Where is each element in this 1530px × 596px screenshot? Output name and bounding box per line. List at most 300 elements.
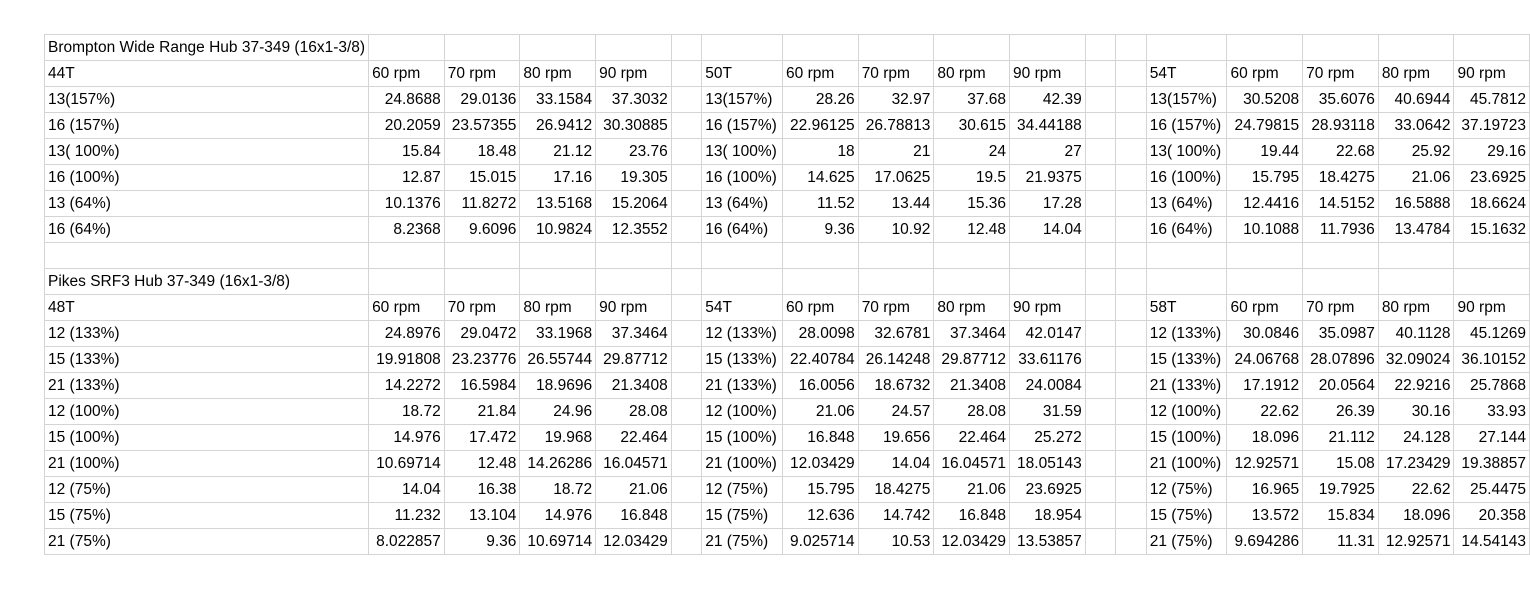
empty-cell[interactable] <box>671 269 702 295</box>
speed-value-cell[interactable]: 45.1269 <box>1454 321 1530 347</box>
empty-cell[interactable] <box>1010 243 1086 269</box>
gear-label-cell[interactable]: 12 (133%) <box>702 321 783 347</box>
speed-value-cell[interactable]: 12.87 <box>369 165 445 191</box>
speed-value-cell[interactable]: 14.976 <box>369 425 445 451</box>
empty-cell[interactable] <box>1378 243 1454 269</box>
speed-value-cell[interactable]: 23.6925 <box>1010 477 1086 503</box>
empty-cell[interactable] <box>1085 425 1116 451</box>
speed-value-cell[interactable]: 24.57 <box>858 399 934 425</box>
empty-cell[interactable] <box>1085 529 1116 555</box>
speed-value-cell[interactable]: 13.104 <box>444 503 520 529</box>
empty-cell[interactable] <box>858 243 934 269</box>
empty-cell[interactable] <box>671 191 702 217</box>
speed-value-cell[interactable]: 21.112 <box>1303 425 1379 451</box>
speed-value-cell[interactable]: 9.025714 <box>783 529 859 555</box>
speed-value-cell[interactable]: 25.4475 <box>1454 477 1530 503</box>
speed-value-cell[interactable]: 15.834 <box>1303 503 1379 529</box>
gear-label-cell[interactable]: 15 (133%) <box>1146 347 1227 373</box>
speed-value-cell[interactable]: 29.16 <box>1454 139 1530 165</box>
empty-cell[interactable] <box>1085 295 1116 321</box>
speed-value-cell[interactable]: 23.23776 <box>444 347 520 373</box>
gear-label-cell[interactable]: 12 (133%) <box>45 321 369 347</box>
rpm-header[interactable]: 90 rpm <box>596 295 672 321</box>
empty-cell[interactable] <box>1085 113 1116 139</box>
empty-cell[interactable] <box>1085 347 1116 373</box>
speed-value-cell[interactable]: 19.7925 <box>1303 477 1379 503</box>
empty-cell[interactable] <box>1116 217 1147 243</box>
empty-cell[interactable] <box>1116 87 1147 113</box>
speed-value-cell[interactable]: 42.39 <box>1010 87 1086 113</box>
empty-cell[interactable] <box>1116 503 1147 529</box>
speed-value-cell[interactable]: 10.9824 <box>520 217 596 243</box>
speed-value-cell[interactable]: 17.28 <box>1010 191 1086 217</box>
speed-value-cell[interactable]: 40.6944 <box>1378 87 1454 113</box>
speed-value-cell[interactable]: 22.62 <box>1378 477 1454 503</box>
gear-label-cell[interactable]: 12 (75%) <box>1146 477 1227 503</box>
rpm-header[interactable]: 60 rpm <box>369 61 445 87</box>
speed-value-cell[interactable]: 37.19723 <box>1454 113 1530 139</box>
empty-cell[interactable] <box>1116 529 1147 555</box>
speed-value-cell[interactable]: 16.04571 <box>934 451 1010 477</box>
speed-value-cell[interactable]: 17.23429 <box>1378 451 1454 477</box>
speed-value-cell[interactable]: 16.848 <box>596 503 672 529</box>
empty-cell[interactable] <box>369 35 445 61</box>
speed-value-cell[interactable]: 12.4416 <box>1227 191 1303 217</box>
empty-cell[interactable] <box>1085 61 1116 87</box>
speed-value-cell[interactable]: 17.16 <box>520 165 596 191</box>
speed-value-cell[interactable]: 15.36 <box>934 191 1010 217</box>
gear-label-cell[interactable]: 21 (100%) <box>1146 451 1227 477</box>
speed-value-cell[interactable]: 11.31 <box>1303 529 1379 555</box>
empty-cell[interactable] <box>1116 243 1147 269</box>
empty-cell[interactable] <box>1085 35 1116 61</box>
gear-label-cell[interactable]: 21 (100%) <box>702 451 783 477</box>
speed-value-cell[interactable]: 10.69714 <box>520 529 596 555</box>
empty-cell[interactable] <box>671 87 702 113</box>
speed-value-cell[interactable]: 19.5 <box>934 165 1010 191</box>
speed-value-cell[interactable]: 12.92571 <box>1378 529 1454 555</box>
speed-value-cell[interactable]: 11.232 <box>369 503 445 529</box>
gear-label-cell[interactable]: 13(157%) <box>702 87 783 113</box>
speed-value-cell[interactable]: 20.0564 <box>1303 373 1379 399</box>
chainring-header[interactable]: 50T <box>702 61 783 87</box>
speed-value-cell[interactable]: 37.3464 <box>934 321 1010 347</box>
gear-label-cell[interactable]: 13( 100%) <box>1146 139 1227 165</box>
empty-cell[interactable] <box>1303 269 1379 295</box>
speed-value-cell[interactable]: 13.5168 <box>520 191 596 217</box>
speed-value-cell[interactable]: 33.93 <box>1454 399 1530 425</box>
empty-cell[interactable] <box>1085 191 1116 217</box>
speed-value-cell[interactable]: 40.1128 <box>1378 321 1454 347</box>
speed-value-cell[interactable]: 28.07896 <box>1303 347 1379 373</box>
speed-value-cell[interactable]: 24.8688 <box>369 87 445 113</box>
gear-label-cell[interactable]: 12 (75%) <box>702 477 783 503</box>
speed-value-cell[interactable]: 12.636 <box>783 503 859 529</box>
speed-value-cell[interactable]: 33.1968 <box>520 321 596 347</box>
speed-value-cell[interactable]: 9.694286 <box>1227 529 1303 555</box>
empty-cell[interactable] <box>671 35 702 61</box>
rpm-header[interactable]: 60 rpm <box>1227 295 1303 321</box>
speed-value-cell[interactable]: 33.61176 <box>1010 347 1086 373</box>
speed-value-cell[interactable]: 45.7812 <box>1454 87 1530 113</box>
empty-cell[interactable] <box>1116 191 1147 217</box>
speed-value-cell[interactable]: 32.97 <box>858 87 934 113</box>
speed-value-cell[interactable]: 25.92 <box>1378 139 1454 165</box>
empty-cell[interactable] <box>1227 269 1303 295</box>
speed-value-cell[interactable]: 22.464 <box>596 425 672 451</box>
speed-value-cell[interactable]: 29.0136 <box>444 87 520 113</box>
gear-label-cell[interactable]: 12 (100%) <box>1146 399 1227 425</box>
empty-cell[interactable] <box>596 269 672 295</box>
chainring-header[interactable]: 54T <box>1146 61 1227 87</box>
speed-value-cell[interactable]: 15.2064 <box>596 191 672 217</box>
gear-label-cell[interactable]: 15 (100%) <box>702 425 783 451</box>
speed-value-cell[interactable]: 19.305 <box>596 165 672 191</box>
gear-label-cell[interactable]: 15 (75%) <box>1146 503 1227 529</box>
empty-cell[interactable] <box>444 243 520 269</box>
speed-value-cell[interactable]: 10.92 <box>858 217 934 243</box>
rpm-header[interactable]: 80 rpm <box>520 61 596 87</box>
empty-cell[interactable] <box>1085 373 1116 399</box>
speed-value-cell[interactable]: 15.08 <box>1303 451 1379 477</box>
gear-label-cell[interactable]: 12 (100%) <box>702 399 783 425</box>
speed-value-cell[interactable]: 14.625 <box>783 165 859 191</box>
rpm-header[interactable]: 80 rpm <box>520 295 596 321</box>
speed-value-cell[interactable]: 22.40784 <box>783 347 859 373</box>
empty-cell[interactable] <box>671 529 702 555</box>
speed-value-cell[interactable]: 15.84 <box>369 139 445 165</box>
speed-value-cell[interactable]: 16.0056 <box>783 373 859 399</box>
speed-value-cell[interactable]: 15.015 <box>444 165 520 191</box>
empty-cell[interactable] <box>1454 35 1530 61</box>
section-title[interactable]: Pikes SRF3 Hub 37-349 (16x1-3/8) <box>45 269 369 295</box>
speed-value-cell[interactable]: 13.572 <box>1227 503 1303 529</box>
empty-cell[interactable] <box>369 243 445 269</box>
empty-cell[interactable] <box>1116 295 1147 321</box>
empty-cell[interactable] <box>596 35 672 61</box>
speed-value-cell[interactable]: 30.16 <box>1378 399 1454 425</box>
speed-value-cell[interactable]: 28.0098 <box>783 321 859 347</box>
speed-value-cell[interactable]: 26.78813 <box>858 113 934 139</box>
speed-value-cell[interactable]: 32.09024 <box>1378 347 1454 373</box>
empty-cell[interactable] <box>1085 217 1116 243</box>
speed-value-cell[interactable]: 24.96 <box>520 399 596 425</box>
speed-value-cell[interactable]: 8.2368 <box>369 217 445 243</box>
gear-label-cell[interactable]: 16 (100%) <box>45 165 369 191</box>
empty-cell[interactable] <box>1116 139 1147 165</box>
rpm-header[interactable]: 90 rpm <box>596 61 672 87</box>
speed-value-cell[interactable]: 30.5208 <box>1227 87 1303 113</box>
speed-value-cell[interactable]: 16.5984 <box>444 373 520 399</box>
speed-value-cell[interactable]: 14.2272 <box>369 373 445 399</box>
empty-cell[interactable] <box>1085 87 1116 113</box>
empty-cell[interactable] <box>1116 165 1147 191</box>
speed-value-cell[interactable]: 20.2059 <box>369 113 445 139</box>
speed-value-cell[interactable]: 22.62 <box>1227 399 1303 425</box>
empty-cell[interactable] <box>520 243 596 269</box>
empty-cell[interactable] <box>1085 503 1116 529</box>
speed-value-cell[interactable]: 21.06 <box>596 477 672 503</box>
speed-value-cell[interactable]: 21.9375 <box>1010 165 1086 191</box>
speed-value-cell[interactable]: 24.0084 <box>1010 373 1086 399</box>
speed-value-cell[interactable]: 16.848 <box>934 503 1010 529</box>
speed-value-cell[interactable]: 27.144 <box>1454 425 1530 451</box>
speed-value-cell[interactable]: 16.848 <box>783 425 859 451</box>
gear-label-cell[interactable]: 16 (64%) <box>702 217 783 243</box>
speed-value-cell[interactable]: 37.68 <box>934 87 1010 113</box>
speed-value-cell[interactable]: 30.0846 <box>1227 321 1303 347</box>
empty-cell[interactable] <box>520 35 596 61</box>
gear-label-cell[interactable]: 21 (133%) <box>1146 373 1227 399</box>
speed-value-cell[interactable]: 37.3464 <box>596 321 672 347</box>
empty-cell[interactable] <box>1116 61 1147 87</box>
speed-value-cell[interactable]: 29.0472 <box>444 321 520 347</box>
speed-value-cell[interactable]: 8.022857 <box>369 529 445 555</box>
rpm-header[interactable]: 60 rpm <box>369 295 445 321</box>
gear-label-cell[interactable]: 21 (75%) <box>45 529 369 555</box>
gear-label-cell[interactable]: 16 (157%) <box>702 113 783 139</box>
empty-cell[interactable] <box>1010 35 1086 61</box>
empty-cell[interactable] <box>671 243 702 269</box>
empty-cell[interactable] <box>702 243 783 269</box>
speed-value-cell[interactable]: 12.92571 <box>1227 451 1303 477</box>
speed-value-cell[interactable]: 18.096 <box>1378 503 1454 529</box>
empty-cell[interactable] <box>1378 35 1454 61</box>
empty-cell[interactable] <box>1085 243 1116 269</box>
gear-label-cell[interactable]: 21 (100%) <box>45 451 369 477</box>
speed-value-cell[interactable]: 13.4784 <box>1378 217 1454 243</box>
speed-value-cell[interactable]: 18.4275 <box>1303 165 1379 191</box>
empty-cell[interactable] <box>671 477 702 503</box>
empty-cell[interactable] <box>1116 113 1147 139</box>
empty-cell[interactable] <box>671 425 702 451</box>
empty-cell[interactable] <box>1116 347 1147 373</box>
speed-value-cell[interactable]: 33.1584 <box>520 87 596 113</box>
speed-value-cell[interactable]: 24 <box>934 139 1010 165</box>
speed-value-cell[interactable]: 22.9216 <box>1378 373 1454 399</box>
speed-value-cell[interactable]: 37.3032 <box>596 87 672 113</box>
speed-value-cell[interactable]: 13.53857 <box>1010 529 1086 555</box>
speed-value-cell[interactable]: 10.53 <box>858 529 934 555</box>
gear-label-cell[interactable]: 16 (157%) <box>1146 113 1227 139</box>
speed-value-cell[interactable]: 14.26286 <box>520 451 596 477</box>
speed-value-cell[interactable]: 11.52 <box>783 191 859 217</box>
speed-value-cell[interactable]: 21.06 <box>934 477 1010 503</box>
speed-value-cell[interactable]: 22.464 <box>934 425 1010 451</box>
empty-cell[interactable] <box>1303 243 1379 269</box>
empty-cell[interactable] <box>671 139 702 165</box>
speed-value-cell[interactable]: 28.26 <box>783 87 859 113</box>
speed-value-cell[interactable]: 16.04571 <box>596 451 672 477</box>
speed-value-cell[interactable]: 18.4275 <box>858 477 934 503</box>
speed-value-cell[interactable]: 18.48 <box>444 139 520 165</box>
rpm-header[interactable]: 70 rpm <box>1303 61 1379 87</box>
speed-value-cell[interactable]: 12.48 <box>934 217 1010 243</box>
speed-value-cell[interactable]: 21.06 <box>1378 165 1454 191</box>
empty-cell[interactable] <box>1146 35 1227 61</box>
speed-value-cell[interactable]: 9.36 <box>444 529 520 555</box>
empty-cell[interactable] <box>1085 451 1116 477</box>
speed-value-cell[interactable]: 21.3408 <box>596 373 672 399</box>
speed-value-cell[interactable]: 26.9412 <box>520 113 596 139</box>
speed-value-cell[interactable]: 12.3552 <box>596 217 672 243</box>
empty-cell[interactable] <box>671 295 702 321</box>
gear-label-cell[interactable]: 13( 100%) <box>702 139 783 165</box>
speed-value-cell[interactable]: 16.38 <box>444 477 520 503</box>
speed-value-cell[interactable]: 14.742 <box>858 503 934 529</box>
empty-cell[interactable] <box>783 269 859 295</box>
speed-value-cell[interactable]: 18 <box>783 139 859 165</box>
gear-label-cell[interactable]: 13(157%) <box>1146 87 1227 113</box>
gear-label-cell[interactable]: 21 (75%) <box>702 529 783 555</box>
speed-value-cell[interactable]: 22.68 <box>1303 139 1379 165</box>
speed-value-cell[interactable]: 19.38857 <box>1454 451 1530 477</box>
speed-value-cell[interactable]: 12.03429 <box>596 529 672 555</box>
empty-cell[interactable] <box>702 35 783 61</box>
empty-cell[interactable] <box>1146 269 1227 295</box>
empty-cell[interactable] <box>1116 477 1147 503</box>
speed-value-cell[interactable]: 24.06768 <box>1227 347 1303 373</box>
gear-label-cell[interactable]: 21 (133%) <box>702 373 783 399</box>
speed-value-cell[interactable]: 17.1912 <box>1227 373 1303 399</box>
speed-value-cell[interactable]: 11.7936 <box>1303 217 1379 243</box>
speed-value-cell[interactable]: 24.128 <box>1378 425 1454 451</box>
speed-value-cell[interactable]: 17.472 <box>444 425 520 451</box>
speed-value-cell[interactable]: 15.795 <box>1227 165 1303 191</box>
empty-cell[interactable] <box>671 399 702 425</box>
empty-cell[interactable] <box>783 243 859 269</box>
chainring-header[interactable]: 58T <box>1146 295 1227 321</box>
gear-label-cell[interactable]: 15 (133%) <box>702 347 783 373</box>
speed-value-cell[interactable]: 14.04 <box>858 451 934 477</box>
speed-value-cell[interactable]: 10.1088 <box>1227 217 1303 243</box>
speed-value-cell[interactable]: 18.72 <box>520 477 596 503</box>
speed-value-cell[interactable]: 33.0642 <box>1378 113 1454 139</box>
speed-value-cell[interactable]: 26.14248 <box>858 347 934 373</box>
speed-value-cell[interactable]: 27 <box>1010 139 1086 165</box>
speed-value-cell[interactable]: 23.76 <box>596 139 672 165</box>
speed-value-cell[interactable]: 11.8272 <box>444 191 520 217</box>
empty-cell[interactable] <box>671 321 702 347</box>
rpm-header[interactable]: 80 rpm <box>934 61 1010 87</box>
speed-value-cell[interactable]: 19.91808 <box>369 347 445 373</box>
speed-value-cell[interactable]: 28.93118 <box>1303 113 1379 139</box>
speed-value-cell[interactable]: 18.9696 <box>520 373 596 399</box>
empty-cell[interactable] <box>671 503 702 529</box>
empty-cell[interactable] <box>45 243 369 269</box>
empty-cell[interactable] <box>783 35 859 61</box>
rpm-header[interactable]: 70 rpm <box>858 61 934 87</box>
speed-value-cell[interactable]: 19.44 <box>1227 139 1303 165</box>
empty-cell[interactable] <box>444 35 520 61</box>
speed-value-cell[interactable]: 32.6781 <box>858 321 934 347</box>
gear-label-cell[interactable]: 12 (75%) <box>45 477 369 503</box>
speed-value-cell[interactable]: 18.05143 <box>1010 451 1086 477</box>
speed-value-cell[interactable]: 35.0987 <box>1303 321 1379 347</box>
empty-cell[interactable] <box>1378 269 1454 295</box>
rpm-header[interactable]: 90 rpm <box>1454 61 1530 87</box>
gear-label-cell[interactable]: 16 (64%) <box>1146 217 1227 243</box>
empty-cell[interactable] <box>671 373 702 399</box>
speed-value-cell[interactable]: 30.615 <box>934 113 1010 139</box>
empty-cell[interactable] <box>369 269 445 295</box>
speed-value-cell[interactable]: 21 <box>858 139 934 165</box>
rpm-header[interactable]: 70 rpm <box>858 295 934 321</box>
speed-value-cell[interactable]: 18.954 <box>1010 503 1086 529</box>
empty-cell[interactable] <box>671 113 702 139</box>
speed-value-cell[interactable]: 13.44 <box>858 191 934 217</box>
speed-value-cell[interactable]: 10.69714 <box>369 451 445 477</box>
empty-cell[interactable] <box>1085 165 1116 191</box>
rpm-header[interactable]: 60 rpm <box>783 61 859 87</box>
speed-value-cell[interactable]: 17.0625 <box>858 165 934 191</box>
speed-value-cell[interactable]: 25.272 <box>1010 425 1086 451</box>
empty-cell[interactable] <box>1085 139 1116 165</box>
chainring-header[interactable]: 48T <box>45 295 369 321</box>
speed-value-cell[interactable]: 10.1376 <box>369 191 445 217</box>
speed-value-cell[interactable]: 14.04 <box>1010 217 1086 243</box>
empty-cell[interactable] <box>596 243 672 269</box>
empty-cell[interactable] <box>1303 35 1379 61</box>
empty-cell[interactable] <box>1227 243 1303 269</box>
section-title[interactable]: Brompton Wide Range Hub 37-349 (16x1-3/8) <box>45 35 369 61</box>
empty-cell[interactable] <box>1116 451 1147 477</box>
speed-value-cell[interactable]: 14.5152 <box>1303 191 1379 217</box>
empty-cell[interactable] <box>702 269 783 295</box>
empty-cell[interactable] <box>1227 35 1303 61</box>
empty-cell[interactable] <box>671 61 702 87</box>
speed-value-cell[interactable]: 16.965 <box>1227 477 1303 503</box>
speed-value-cell[interactable]: 12.03429 <box>783 451 859 477</box>
speed-value-cell[interactable]: 28.08 <box>596 399 672 425</box>
speed-value-cell[interactable]: 21.12 <box>520 139 596 165</box>
speed-value-cell[interactable]: 18.6624 <box>1454 191 1530 217</box>
empty-cell[interactable] <box>671 217 702 243</box>
speed-value-cell[interactable]: 21.84 <box>444 399 520 425</box>
speed-value-cell[interactable]: 26.39 <box>1303 399 1379 425</box>
empty-cell[interactable] <box>520 269 596 295</box>
rpm-header[interactable]: 90 rpm <box>1010 61 1086 87</box>
empty-cell[interactable] <box>671 451 702 477</box>
empty-cell[interactable] <box>1454 243 1530 269</box>
chainring-header[interactable]: 44T <box>45 61 369 87</box>
speed-value-cell[interactable]: 29.87712 <box>934 347 1010 373</box>
speed-value-cell[interactable]: 21.06 <box>783 399 859 425</box>
speed-value-cell[interactable]: 14.04 <box>369 477 445 503</box>
empty-cell[interactable] <box>1116 269 1147 295</box>
speed-value-cell[interactable]: 36.10152 <box>1454 347 1530 373</box>
speed-value-cell[interactable]: 20.358 <box>1454 503 1530 529</box>
speed-value-cell[interactable]: 19.968 <box>520 425 596 451</box>
empty-cell[interactable] <box>1085 321 1116 347</box>
rpm-header[interactable]: 70 rpm <box>444 295 520 321</box>
speed-value-cell[interactable]: 15.1632 <box>1454 217 1530 243</box>
empty-cell[interactable] <box>1085 399 1116 425</box>
gear-label-cell[interactable]: 13 (64%) <box>702 191 783 217</box>
empty-cell[interactable] <box>1116 373 1147 399</box>
speed-value-cell[interactable]: 31.59 <box>1010 399 1086 425</box>
rpm-header[interactable]: 80 rpm <box>1378 61 1454 87</box>
empty-cell[interactable] <box>444 269 520 295</box>
rpm-header[interactable]: 60 rpm <box>1227 61 1303 87</box>
rpm-header[interactable]: 70 rpm <box>1303 295 1379 321</box>
gear-label-cell[interactable]: 12 (100%) <box>45 399 369 425</box>
empty-cell[interactable] <box>1454 269 1530 295</box>
rpm-header[interactable]: 90 rpm <box>1454 295 1530 321</box>
gear-label-cell[interactable]: 15 (133%) <box>45 347 369 373</box>
speed-value-cell[interactable]: 24.79815 <box>1227 113 1303 139</box>
rpm-header[interactable]: 60 rpm <box>783 295 859 321</box>
